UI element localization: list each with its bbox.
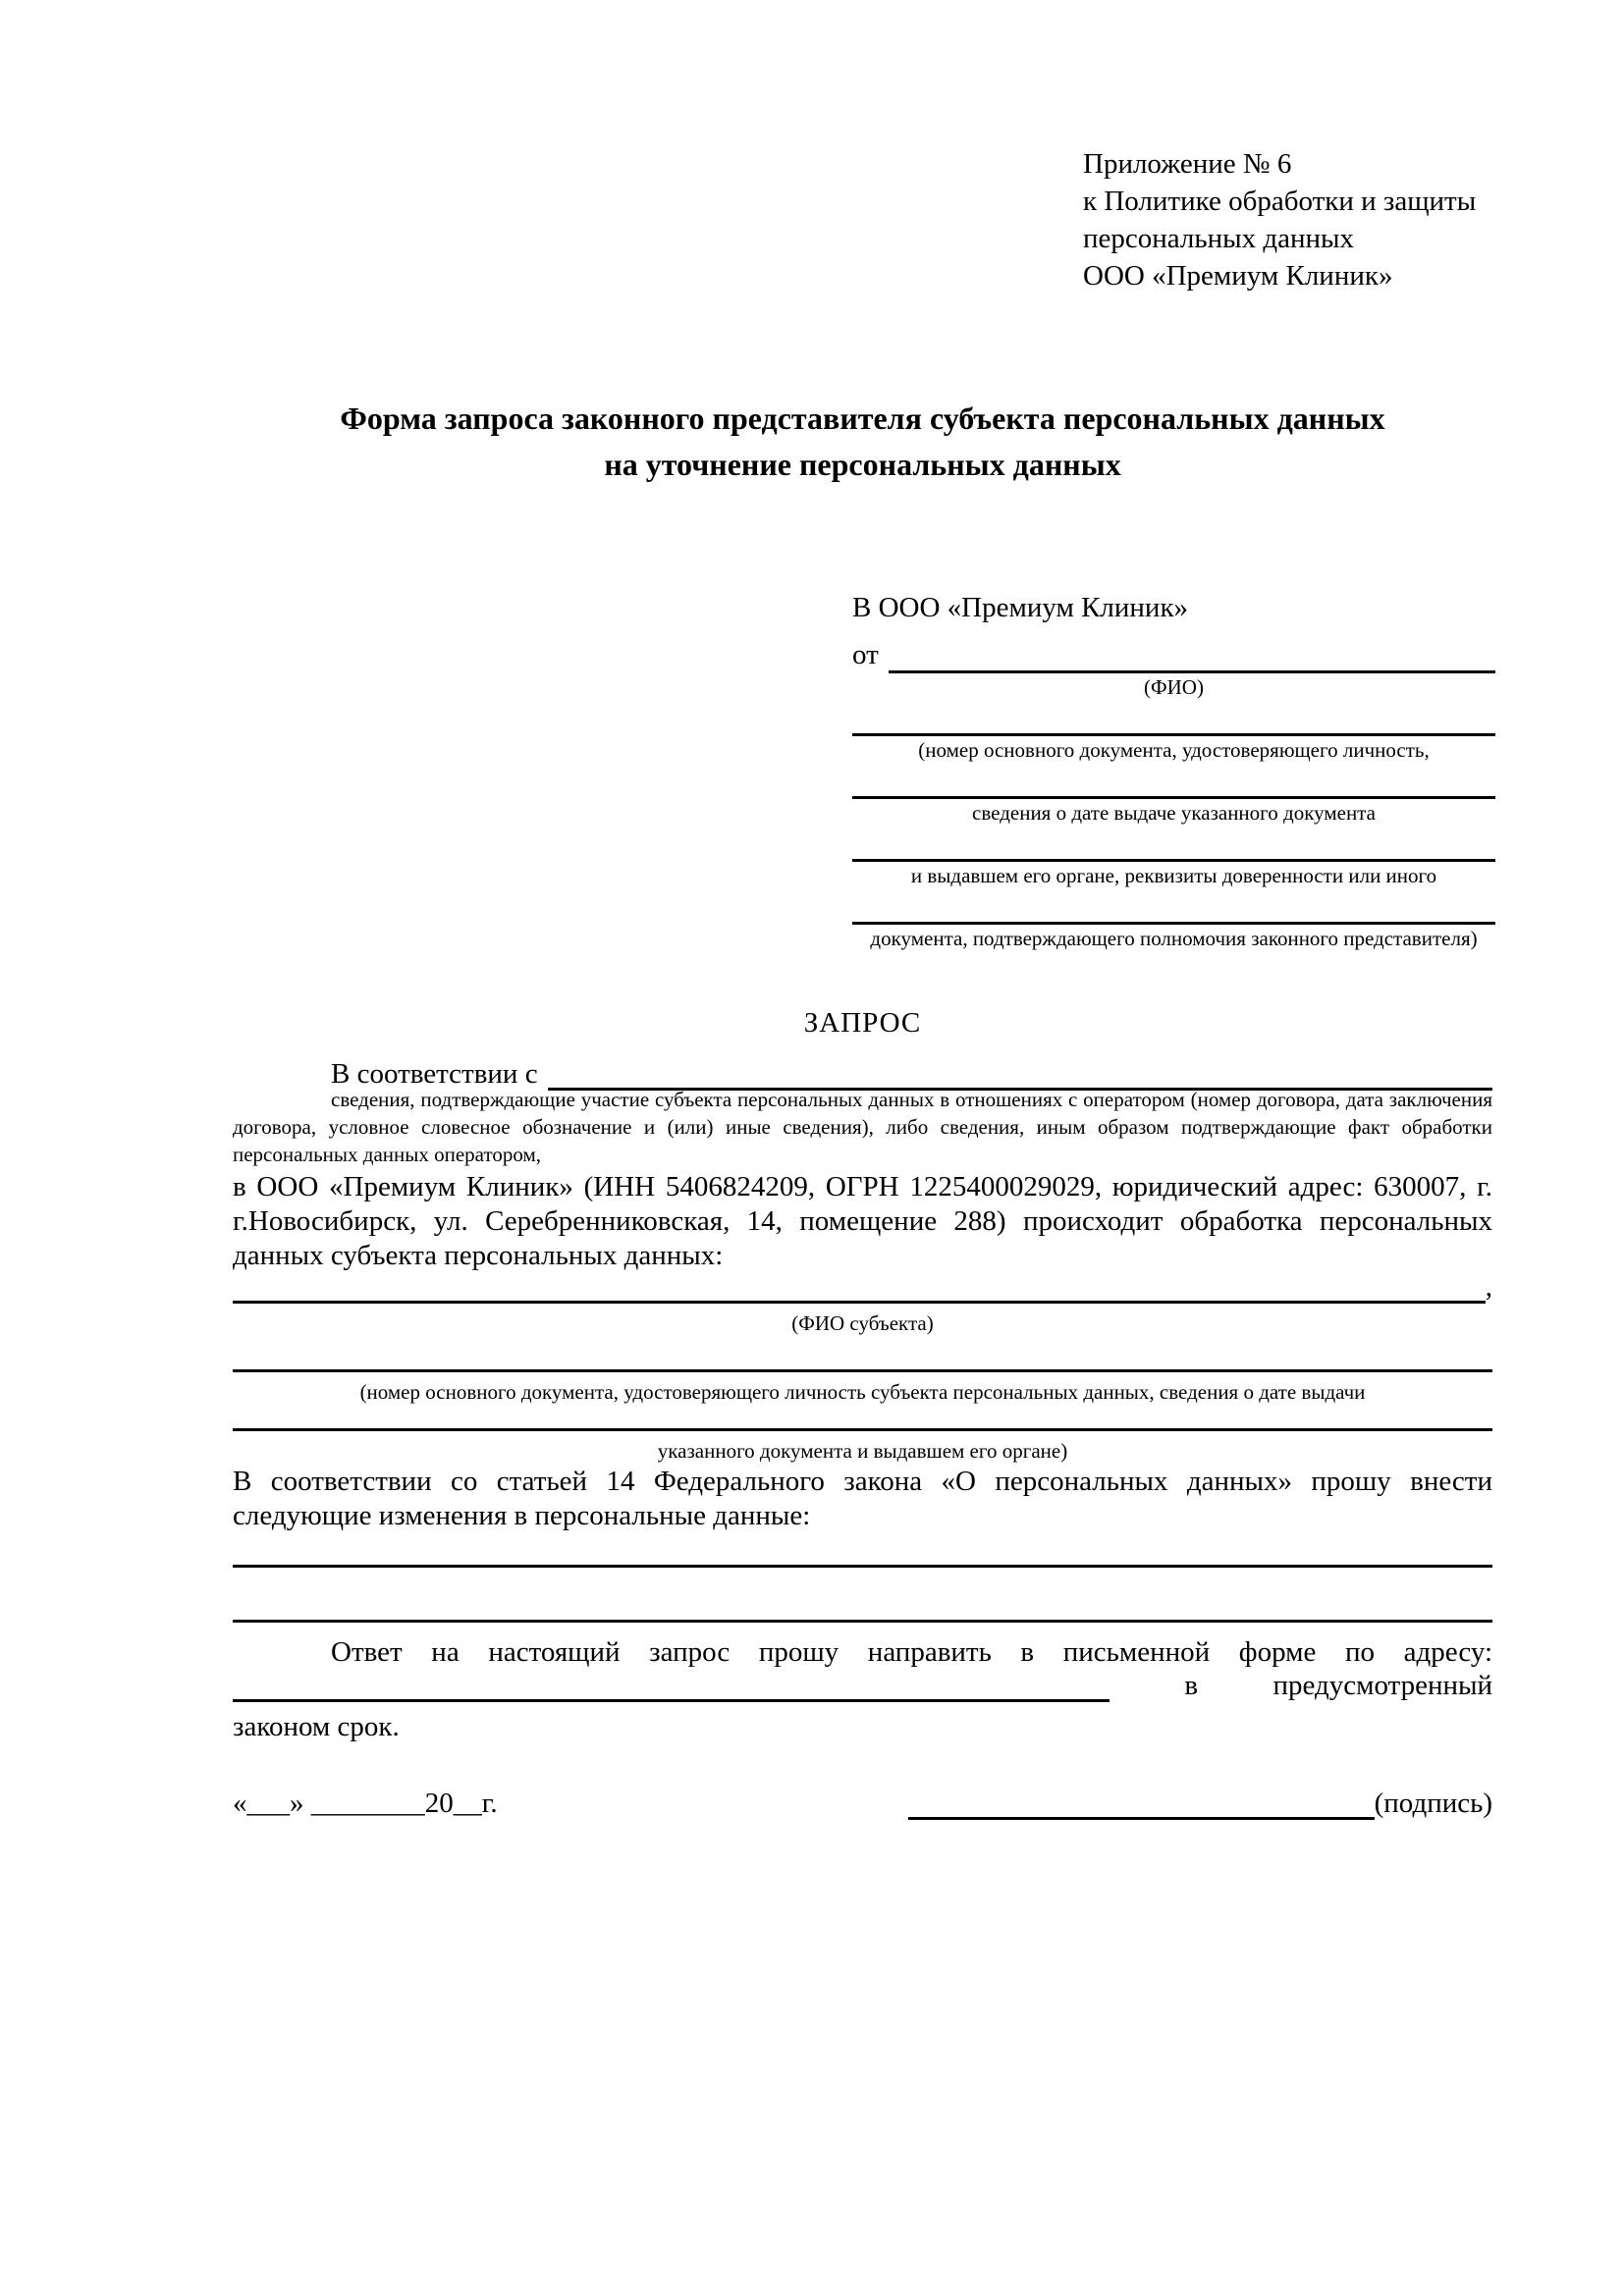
law-paragraph: В соответствии со статьей 14 Федерального закона «О персональных данных» прошу внести следующие изменения в персональные данные: xyxy=(233,1466,1492,1531)
answer-address-row xyxy=(233,1663,1492,1702)
signature-caption: (подпись) xyxy=(1374,1788,1492,1819)
subject-name-blank-line xyxy=(233,1264,1486,1304)
subject-doc-blank-line xyxy=(233,1333,1492,1372)
changes-blank-line-1 xyxy=(233,1528,1492,1568)
appendix-line: к Политике обработки и защиты xyxy=(1083,186,1477,217)
signature-blank-line xyxy=(908,1785,1375,1820)
according-prefix: В соответствии с xyxy=(331,1058,538,1090)
request-heading: ЗАПРОС xyxy=(803,1007,922,1039)
footer-row xyxy=(233,1785,1492,1820)
issue-date-caption: сведения о дате выдаче указанного документа xyxy=(972,801,1376,825)
subject-doc-issuer-blank-line xyxy=(233,1392,1492,1431)
document-title-line-1: Форма запроса законного представителя субъекта персональных данных xyxy=(340,400,1385,436)
answer-word-2: предусмотренный xyxy=(1272,1670,1492,1701)
document-title-line-2: на уточнение персональных данных xyxy=(604,447,1121,482)
fio-caption: (ФИО) xyxy=(1144,675,1204,699)
authority-doc-blank-line xyxy=(852,889,1495,925)
changes-blank-line-2 xyxy=(233,1583,1492,1623)
answer-paragraph-line-3: законом срок. xyxy=(233,1711,400,1742)
from-row xyxy=(852,636,1495,673)
appendix-line: ООО «Премиум Клиник» xyxy=(1083,260,1393,292)
answer-paragraph-line-1: Ответ на настоящий запрос прошу направить в письменной форме по адресу: xyxy=(331,1636,1492,1668)
subject-name-comma: , xyxy=(1485,1271,1492,1303)
document-title xyxy=(233,396,1492,488)
signature-group xyxy=(908,1785,1492,1820)
issue-date-blank-line xyxy=(852,764,1495,799)
issuing-authority-caption: и выдавшем его органе, реквизиты доверенности или иного xyxy=(910,864,1437,887)
authority-doc-caption: документа, подтверждающего полномочия законного представителя) xyxy=(870,927,1478,950)
subject-doc-caption-1: (номер основного документа, удостоверяющего личность субъекта персональных данных, сведения о дате выдачи xyxy=(359,1380,1366,1404)
issuing-authority-blank-line xyxy=(852,827,1495,862)
appendix-line: Приложение № 6 xyxy=(1083,148,1292,180)
appendix-note xyxy=(1083,145,1505,294)
date-blank: «___» ________20__г. xyxy=(233,1788,498,1819)
addressee-organization: В ООО «Премиум Клиник» xyxy=(852,592,1189,623)
identity-doc-caption: (номер основного документа, удостоверяющего личность, xyxy=(918,738,1430,762)
answer-address-blank-line xyxy=(233,1663,1110,1702)
fine-print-note: сведения, подтверждающие участие субъекта персональных данных в отношениях с оператором (номер договора, дата заключения договора, условное словесное обозначение и (или) иные сведения), либо сведения, иным образом подтверждающие факт обработки персональных данных оператором, xyxy=(233,1088,1492,1166)
subject-name-row xyxy=(233,1264,1492,1304)
identity-doc-blank-line xyxy=(852,701,1495,736)
appendix-line: персональных данных xyxy=(1083,223,1355,254)
from-label: от xyxy=(852,639,879,670)
subject-doc-caption-2: указанного документа и выдавшем его органе) xyxy=(657,1439,1068,1463)
operator-paragraph: в ООО «Премиум Клиник» (ИНН 5406824209, ОГРН 1225400029029, юридический адрес: 630007, г. г.Новосибирск, ул. Серебренниковская, 14, помещение 288) происходит обработка персональных данных субъекта персональных данных: xyxy=(233,1171,1492,1271)
addressee-block xyxy=(852,589,1495,952)
subject-fio-caption: (ФИО субъекта) xyxy=(791,1311,934,1335)
answer-word-1: в xyxy=(1184,1670,1199,1701)
